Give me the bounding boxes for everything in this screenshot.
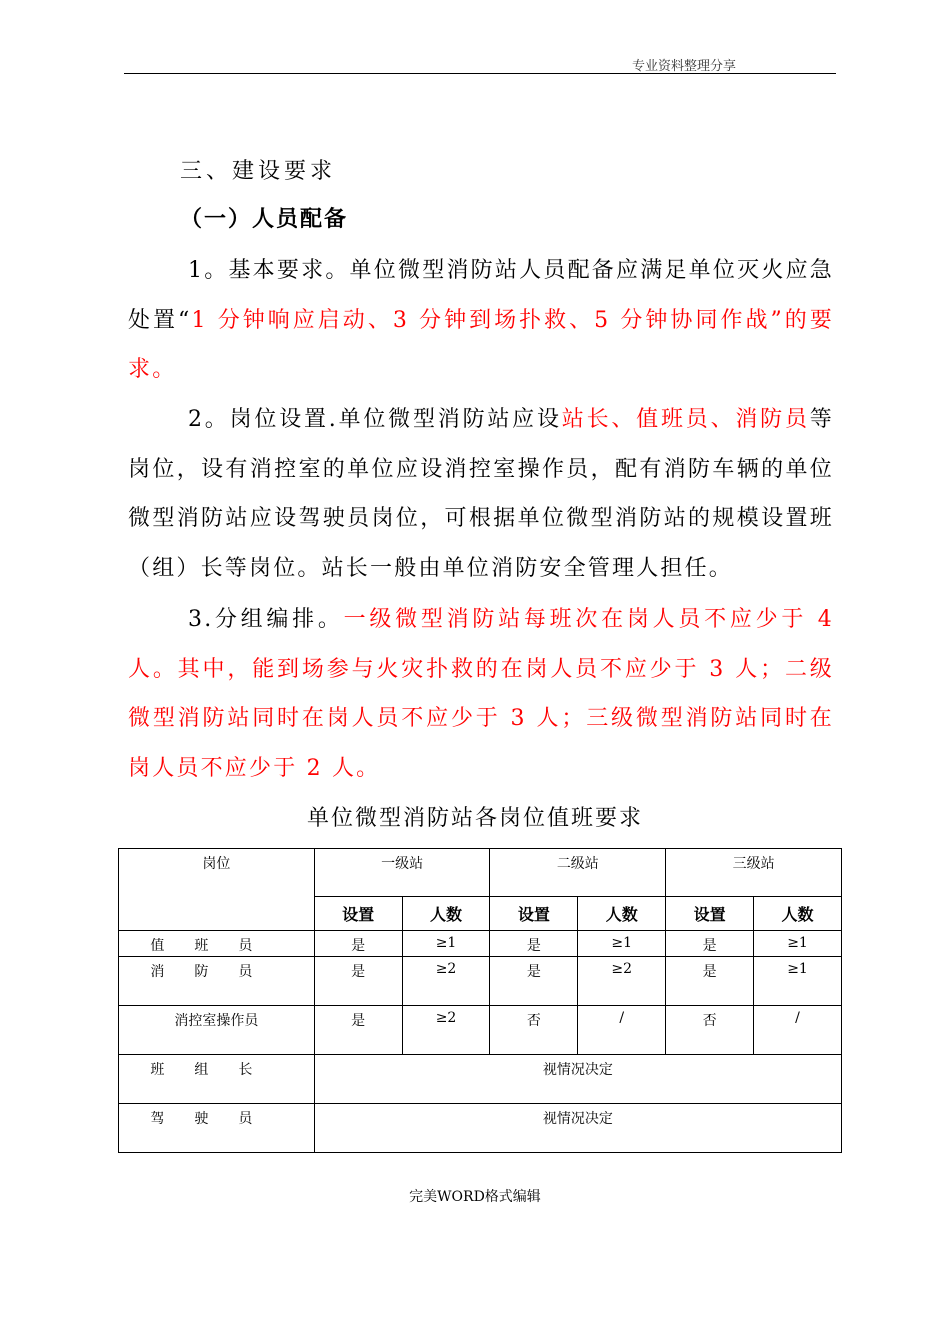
value-cell: 是: [666, 931, 754, 957]
value-cell: 是: [490, 931, 578, 957]
post-cell: 班组长: [119, 1055, 315, 1104]
table-row: [119, 1104, 842, 1153]
section-title: 三、建设要求: [180, 159, 337, 184]
header-level-3: 三级站: [666, 849, 842, 897]
p3-highlight: 一级微型消防站每班次在岗人员不应少于 4 人。其中，能到场参与火灾扑救的在岗人员不应少于 3 人；二级微型消防站同时在岗人员不应少于 3 人；三级微型消防站同时在岗人员不应少于 2 人。: [128, 607, 835, 781]
subheader-count-1: 人数: [402, 897, 490, 931]
header-level-1: 一级站: [314, 849, 490, 897]
value-cell: ≥2: [402, 1006, 490, 1055]
table-title: 单位微型消防站各岗位值班要求: [306, 806, 643, 831]
header-level-2: 二级站: [490, 849, 666, 897]
value-cell: ≥2: [402, 957, 490, 1006]
page-header: [124, 55, 836, 74]
value-cell: 是: [666, 957, 754, 1006]
value-cell: 是: [490, 957, 578, 1006]
p1-text: 1。基本要求。单位微型消防站人员配备应满足单位灭火应急处置“: [128, 258, 834, 333]
paragraph-post-setup: [128, 395, 834, 593]
header-post: 岗位: [119, 849, 315, 931]
value-cell: /: [578, 1006, 666, 1055]
post-cell: 值班员: [119, 931, 315, 957]
subheader-count-3: 人数: [754, 897, 842, 931]
header-text: 专业资料整理分享: [632, 59, 737, 74]
duty-requirements-table: [118, 848, 842, 1153]
post-cell: 驾驶员: [119, 1104, 315, 1153]
post-cell: 消控室操作员: [119, 1006, 315, 1055]
value-cell: /: [754, 1006, 842, 1055]
table-row: [119, 1006, 842, 1055]
table-row: [119, 1055, 842, 1104]
p1-highlight: 1 分钟响应启动、3 分钟到场扑救、5 分钟协同作战”的要求。: [128, 307, 834, 382]
value-cell: 否: [666, 1006, 754, 1055]
table-row: [119, 931, 842, 957]
subheader-set-2: 设置: [490, 897, 578, 931]
value-cell: 是: [314, 957, 402, 1006]
paragraph-basic-requirements: [128, 246, 834, 395]
merged-value-cell: 视情况决定: [314, 1104, 841, 1153]
subheader-set-1: 设置: [314, 897, 402, 931]
p2-text-rest: 等岗位，设有消控室的单位应设消控室操作员，配有消防车辆的单位微型消防站应设驾驶员岗位，可根据单位微型消防站的规模设置班（组）长等岗位。站长一般由单位消防安全管理人担任。: [128, 407, 834, 581]
paragraph-grouping: [128, 595, 834, 793]
value-cell: ≥1: [754, 957, 842, 1006]
value-cell: ≥2: [578, 957, 666, 1006]
value-cell: 是: [314, 1006, 402, 1055]
subsection-title: （一）人员配备: [180, 206, 349, 232]
value-cell: ≥1: [754, 931, 842, 957]
value-cell: 否: [490, 1006, 578, 1055]
value-cell: 是: [314, 931, 402, 957]
p2-text: 2。岗位设置.单位微型消防站应设: [188, 407, 562, 432]
table-row: [119, 957, 842, 1006]
p3-text: 3.分组编排。: [188, 607, 344, 632]
subheader-count-2: 人数: [578, 897, 666, 931]
p2-highlight: 站长、值班员、消防员: [561, 407, 810, 432]
page-footer: 完美WORD格式编辑: [409, 1189, 541, 1205]
value-cell: ≥1: [402, 931, 490, 957]
subheader-set-3: 设置: [666, 897, 754, 931]
value-cell: ≥1: [578, 931, 666, 957]
post-cell: 消防员: [119, 957, 315, 1006]
merged-value-cell: 视情况决定: [314, 1055, 841, 1104]
